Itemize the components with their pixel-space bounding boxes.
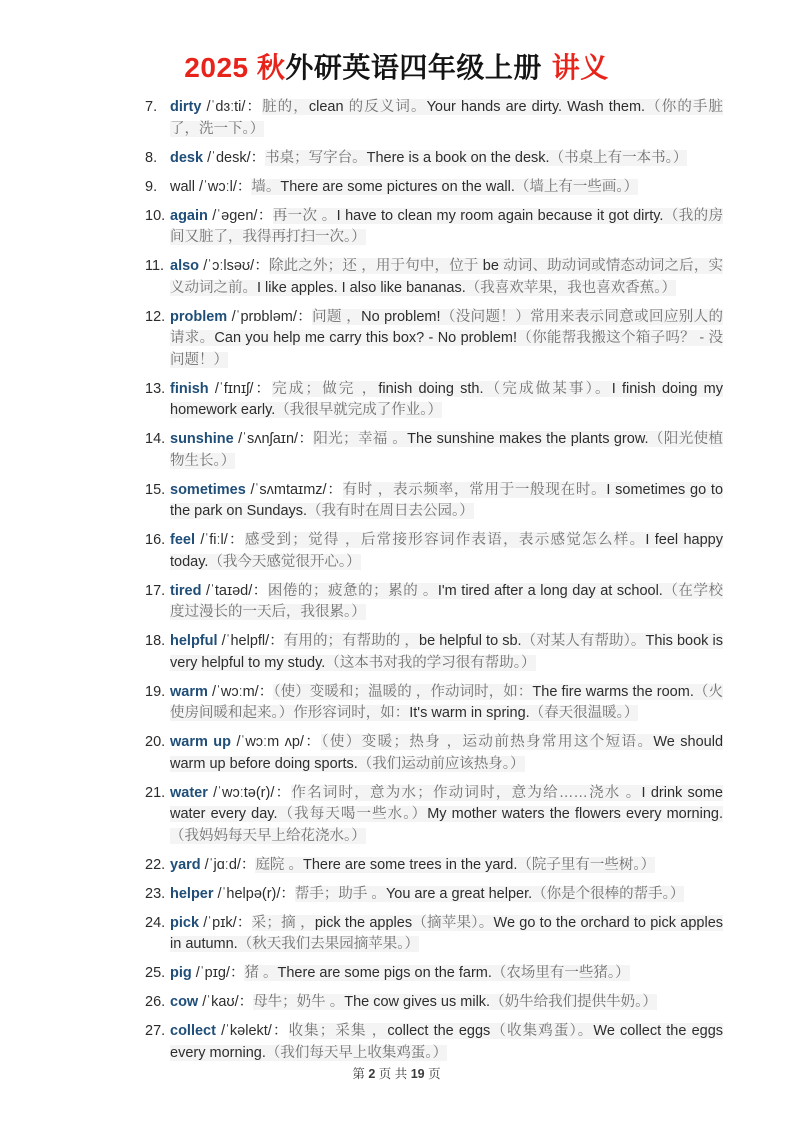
entry-text: [251, 179, 638, 195]
entry-phonetic: /ˈhelpə(r)/：: [213, 885, 295, 902]
text-run: （我们每天早上收集鸡蛋。）: [265, 1044, 448, 1061]
text-run: You are a great helper.: [385, 885, 533, 902]
text-run: be: [482, 258, 504, 274]
entry-word: also: [170, 258, 200, 274]
text-run: There is a book on the desk.: [366, 149, 550, 166]
vocab-entry: [145, 855, 723, 877]
entry-phonetic: /ˈfɪnɪʃ/：: [208, 380, 273, 397]
entry-number: 9.: [145, 178, 158, 195]
vocab-entry: [145, 1021, 723, 1064]
title-course-name: 外研英语四年级上册: [285, 52, 542, 83]
vocab-entry: [145, 480, 723, 523]
entry-number: 22.: [145, 856, 166, 873]
text-run: （对某人有帮助）。: [521, 633, 646, 649]
entry-phonetic: /ˈwɔːm ʌp/：: [231, 734, 322, 750]
entry-phonetic: /ˈɔːlsəʊ/：: [199, 258, 269, 274]
entry-word: again: [170, 207, 208, 224]
entry-phonetic: /ˈhelpfl/：: [217, 633, 284, 649]
entry-word: tired: [170, 582, 202, 599]
entry-number: 21.: [145, 784, 166, 801]
entry-word: wall: [170, 178, 195, 195]
text-run: We collect the eggs every morning.: [170, 1023, 724, 1061]
text-run: collect the eggs: [387, 1023, 491, 1039]
text-run: I finish doing my homework early.: [170, 380, 723, 418]
text-run: （秋天我们去果园摘苹果。）: [237, 936, 419, 952]
text-run: （我很早就完成了作业。）: [275, 402, 443, 418]
text-run: pick the apples: [314, 914, 413, 931]
entry-number: 18.: [145, 633, 166, 649]
text-run: （你的手脏了，洗一下。）: [170, 99, 723, 137]
text-run: （我有时在周日去公园。）: [307, 503, 474, 519]
vocab-entry: [145, 256, 723, 299]
text-run: I like apples. I also like bananas.: [257, 279, 466, 296]
entry-text: [170, 915, 723, 953]
text-run: The sunshine makes the plants grow.: [407, 431, 649, 447]
entry-phonetic: /ˈkaʊ/：: [198, 994, 254, 1010]
footer-run: 第: [352, 1067, 369, 1081]
entry-phonetic: /ˈsʌnʃaɪn/：: [233, 431, 314, 447]
text-run: （没问题！）常用来表示同意或回应别人的请求。: [170, 308, 724, 346]
text-run: We go to the orchard to pick apples in autumn.: [170, 914, 724, 952]
text-run: It's warm in spring.: [409, 705, 530, 721]
text-run: （使）变暖和；温暖的 ，作动词时，如：: [273, 683, 533, 700]
entry-number: 20.: [145, 734, 166, 750]
entry-phonetic: /ˈfiːl/：: [195, 532, 245, 548]
vocab-entry: [145, 148, 723, 170]
text-run: （你是个很棒的帮手。）: [532, 885, 685, 902]
text-run: 作名词时，意为水；作动词时，意为给……浇水 。: [291, 784, 642, 801]
text-run: 书桌；写字台。: [265, 149, 367, 166]
text-run: 再一次 。: [272, 207, 337, 224]
text-run: （这本书对我的学习很有帮助。）: [325, 654, 536, 671]
footer-run: 页 共: [375, 1067, 411, 1081]
text-run: 收集；采集 ，: [288, 1023, 388, 1039]
vocab-entry: [145, 97, 723, 140]
text-run: （完成做某事）。: [483, 380, 612, 397]
text-run: I'm tired after a long day at school.: [437, 582, 663, 599]
text-run: 猪 。: [244, 965, 278, 981]
text-run: 的反义词。: [348, 99, 427, 115]
vocab-entry: [145, 682, 723, 725]
entry-word: desk: [170, 149, 204, 166]
vocab-entry: [145, 992, 723, 1014]
entry-word: cow: [170, 994, 199, 1010]
text-run: No problem!: [361, 308, 441, 325]
footer-run: 2: [368, 1067, 376, 1081]
entry-phonetic: /ˈwɔːtə(r)/：: [207, 784, 292, 801]
text-run: 阳光；幸福 。: [313, 431, 408, 447]
entry-phonetic: /ˈsʌmtaɪmz/：: [245, 481, 343, 498]
entry-text: [170, 532, 723, 570]
entry-text: [244, 965, 629, 981]
vocab-entry: [145, 206, 723, 249]
text-run: Can you help me carry this box? - No problem!: [214, 330, 517, 346]
vocab-entry: [145, 732, 723, 775]
title-doc-type: 讲义: [551, 52, 609, 83]
entry-phonetic: /ˈwɔːm/：: [207, 683, 274, 700]
vocab-entry: [145, 581, 723, 624]
vocab-entry: [145, 530, 723, 573]
entry-word: sometimes: [170, 481, 246, 498]
entry-number: 8.: [145, 149, 158, 166]
text-run: 除此之外；还 ，用于句中，位于: [269, 258, 483, 274]
entry-word: yard: [170, 856, 201, 873]
entry-number: 12.: [145, 308, 166, 325]
entry-phonetic: /ˈəgen/：: [207, 207, 273, 224]
vocab-entry: [145, 177, 723, 199]
footer-run: 页: [424, 1067, 441, 1081]
entry-word: pick: [170, 914, 200, 931]
text-run: （奶牛给我们提供牛奶。）: [490, 994, 657, 1010]
entry-number: 10.: [145, 207, 166, 224]
text-run: 母牛；奶牛 。: [253, 994, 345, 1010]
vocab-list: [145, 97, 723, 1072]
text-run: （书桌上有一本书。）: [549, 149, 688, 166]
entry-word: finish: [170, 380, 209, 397]
text-run: There are some trees in the yard.: [302, 856, 518, 873]
entry-word: problem: [170, 308, 228, 325]
vocab-entry: [145, 631, 723, 674]
text-run: 墙。: [251, 178, 281, 195]
entry-word: helpful: [170, 633, 218, 649]
text-run: The fire warms the room.: [532, 683, 694, 700]
entry-number: 26.: [145, 994, 166, 1010]
entry-phonetic: /ˈprɒbləm/：: [227, 308, 313, 325]
text-run: （在学校度过漫长的一天后，我很累。）: [170, 582, 724, 620]
text-run: （我们运动前应该热身。）: [357, 755, 525, 772]
entry-number: 11.: [145, 258, 165, 274]
entry-phonetic: /ˈkəlekt/：: [215, 1023, 289, 1039]
text-run: I feel happy today.: [170, 532, 723, 570]
text-run: I drink some water every day.: [170, 784, 723, 822]
entry-phonetic: /ˈtaɪəd/：: [201, 582, 268, 599]
vocab-entry: [145, 913, 723, 956]
text-run: be helpful to sb.: [419, 633, 522, 649]
entry-number: 23.: [145, 885, 166, 902]
text-run: （你能帮我搬这个箱子吗？ - 没问题！）: [170, 330, 723, 368]
text-run: （我今天感觉很开心。）: [208, 553, 361, 570]
text-run: 动词、助动词或情态动词之后，实义动词之前。: [170, 258, 723, 296]
text-run: 采；摘 ，: [251, 914, 315, 931]
text-run: （我的房间又脏了，我得再打扫一次。）: [170, 207, 724, 245]
text-run: My mother waters the flowers every morning.: [427, 806, 723, 822]
vocab-entry: [145, 884, 723, 906]
text-run: I have to clean my room again because it got dirty.: [336, 207, 664, 224]
text-run: （使）变暖；热身 ，运动前热身常用这个短语。: [321, 734, 654, 750]
text-run: finish doing sth.: [378, 380, 484, 397]
text-run: We should warm up before doing sports.: [170, 734, 724, 772]
entry-number: 17.: [145, 582, 166, 599]
entry-phonetic: /ˈwɔːl/：: [194, 178, 252, 195]
vocab-entry: [145, 429, 723, 472]
vocab-entry: [145, 379, 723, 422]
text-run: 有时 ，表示频率，常用于一般现在时。: [342, 481, 607, 498]
text-run: （我每天喝一些水。）: [277, 806, 428, 822]
entry-word: dirty: [170, 99, 202, 115]
text-run: （火使房间暖和起来。）作形容词时，如：: [170, 683, 723, 721]
entry-text: [255, 857, 655, 873]
entry-text: [253, 994, 657, 1010]
vocab-entry: [145, 783, 723, 848]
text-run: （阳光使植物生长。）: [170, 431, 724, 469]
text-run: （春天很温暖。）: [529, 705, 639, 721]
page-title: [0, 46, 793, 86]
text-run: 庭院 。: [255, 856, 303, 873]
text-run: （院子里有一些树。）: [517, 856, 656, 873]
vocab-entry: [145, 307, 723, 372]
text-run: （墙上有一些画。）: [514, 178, 639, 195]
entry-word: feel: [170, 532, 195, 548]
entry-word: collect: [170, 1023, 216, 1039]
entry-number: 13.: [145, 380, 166, 397]
text-run: I sometimes go to the park on Sundays.: [170, 481, 724, 519]
text-run: 问题 ，: [312, 308, 362, 325]
text-run: The cow gives us milk.: [344, 994, 491, 1010]
entry-number: 16.: [145, 532, 166, 548]
text-run: 有用的；有帮助的 ，: [283, 633, 419, 649]
page-footer: [0, 1064, 793, 1082]
entry-word: warm up: [170, 734, 232, 750]
text-run: （我妈妈每天早上给花浇水。）: [170, 827, 366, 844]
entry-number: 7.: [145, 99, 158, 115]
entry-word: water: [170, 784, 208, 801]
entry-word: helper: [170, 885, 214, 902]
entry-number: 24.: [145, 914, 166, 931]
text-run: Your hands are dirty. Wash them.: [426, 99, 646, 115]
text-run: 脏的，: [262, 99, 309, 115]
entry-number: 27.: [145, 1023, 166, 1039]
entry-word: pig: [170, 965, 192, 981]
text-run: This book is very helpful to my study.: [170, 633, 723, 671]
title-year-season: 2025 秋: [184, 52, 286, 83]
text-run: （农场里有一些猪。）: [491, 965, 630, 981]
footer-run: 19: [410, 1067, 425, 1081]
text-run: clean: [308, 99, 349, 115]
entry-phonetic: /ˈjɑːd/：: [200, 856, 256, 873]
text-run: There are some pictures on the wall.: [280, 178, 515, 195]
entry-word: warm: [170, 683, 208, 700]
entry-text: [295, 886, 684, 902]
text-run: （我喜欢苹果，我也喜欢香蕉。）: [465, 279, 677, 296]
entry-number: 14.: [145, 431, 166, 447]
text-run: 帮手；助手 。: [294, 885, 386, 902]
text-run: 完成；做完 ，: [272, 380, 379, 397]
entry-number: 25.: [145, 965, 166, 981]
entry-number: 15.: [145, 481, 166, 498]
entry-number: 19.: [145, 683, 166, 700]
text-run: 感受到；觉得 ，后常接形容词作表语，表示感觉怎么样。: [244, 532, 646, 548]
entry-phonetic: /ˈpɪg/：: [191, 965, 245, 981]
entry-phonetic: /ˈpɪk/：: [199, 914, 252, 931]
entry-text: [265, 150, 687, 166]
text-run: （摘苹果）。: [412, 914, 494, 931]
entry-phonetic: /ˈdesk/：: [203, 149, 266, 166]
entry-word: sunshine: [170, 431, 234, 447]
text-run: 困倦的；疲惫的；累的 。: [267, 582, 438, 599]
text-run: （收集鸡蛋）。: [490, 1023, 594, 1039]
vocab-entry: [145, 963, 723, 985]
entry-phonetic: /ˈdɜːti/：: [201, 99, 263, 115]
text-run: There are some pigs on the farm.: [277, 965, 492, 981]
